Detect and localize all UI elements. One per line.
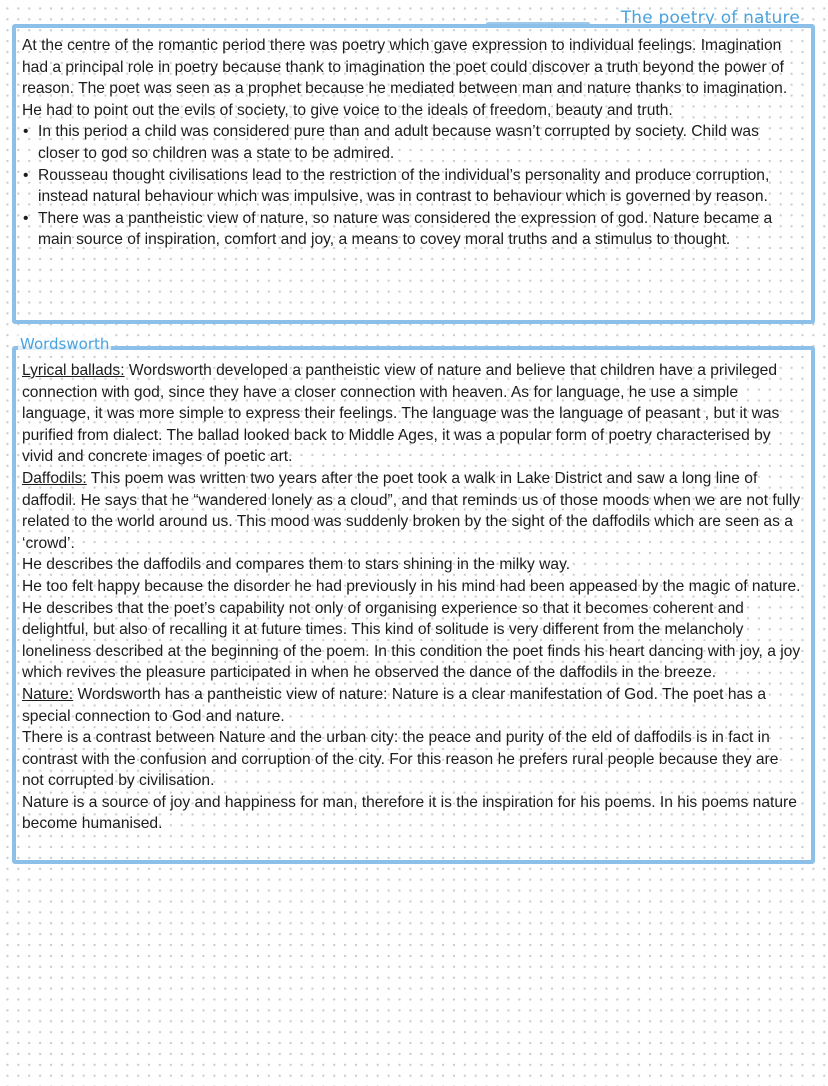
section-label-wordsworth: Wordsworth xyxy=(20,335,110,353)
bullet-item-pantheism: • There was a pantheistic view of nature, so nature was considered the expression of god. Nature became a main source of inspiration, comfort and joy, a means to covey moral truths and a stimulus to thought. xyxy=(22,208,803,251)
daffodils-heading: Daffodils: xyxy=(22,469,87,487)
daffodils-paragraph-2: He describes the daffodils and compares them to stars shining in the milky way. xyxy=(22,556,571,574)
bullet-list xyxy=(22,121,803,251)
bullet-item-child: • In this period a child was considered pure than and adult because wasn’t corrupted by society. Child was closer to god so children was a state to be admired. xyxy=(22,121,803,164)
intro-paragraph: At the centre of the romantic period there was poetry which gave expression to individual feelings. Imagination had a principal role in poetry because thank to imagination the poet could discover a truth beyond the power of reason. The poet was seen as a prophet because he mediated between man and nature thanks to imagination. He had to point out the evils of society, to give voice to the ideals of freedom, beauty and truth. xyxy=(22,37,788,119)
daffodils-paragraph-3: He too felt happy because the disorder he had previously in his mind had been appeased by the magic of nature. He describes that the poet’s capability not only of organising experience so that it becomes coherent and delightful, but also of recalling it at future times. This kind of solitude is very different from the melancholy loneliness described at the beginning of the poem. In this condition the poet finds his heart dancing with joy, a joy which revives the pleasure participated in when he observed the dance of the daffodils in the breeze. xyxy=(22,577,801,682)
section-wordsworth xyxy=(12,346,815,864)
nature-paragraph-3: Nature is a source of joy and happiness for man, therefore it is the inspiration for his poems. In his poems nature become humanised. xyxy=(22,793,797,833)
section2-content xyxy=(22,360,803,835)
daffodils-text: This poem was written two years after the poet took a walk in Lake District and saw a long line of daffodil. He says that he “wandered lonely as a cloud”, and that reminds us of those moods when we are not fully related to the world around us. This mood was suddenly broken by the sight of the daffodils which are seen as a ‘crowd’. xyxy=(22,469,801,552)
lyrical-ballads-paragraph xyxy=(22,360,803,468)
nature-heading: Nature: xyxy=(22,685,74,703)
section-poetry-of-nature xyxy=(12,24,815,324)
bullet-item-rousseau: • Rousseau thought civilisations lead to the restriction of the individual’s personality and produce corruption, instead natural behaviour which was impulsive, was in contrast to behaviour which is governed by reason. xyxy=(22,165,803,208)
nature-text: Wordsworth has a pantheistic view of nature: Nature is a clear manifestation of God. The poet has a special connection to God and nature. xyxy=(22,685,766,725)
lyrical-ballads-heading: Lyrical ballads: xyxy=(22,362,125,379)
lyrical-ballads-text: Wordsworth developed a pantheistic view of nature and believe that children have a privileged connection with god, since they have a closer connection with heaven. As for language, he use a simple language, it was more simple to express their feelings. The language was the language of peasant , but it was purified from dialect. The ballad looked back to Middle Ages, it was a popular form of poetry characterised by vivid and concrete images of poetic art. xyxy=(22,362,780,466)
daffodils-paragraph xyxy=(22,468,803,554)
nature-paragraph xyxy=(22,684,803,727)
page-title: The poetry of nature xyxy=(620,8,800,28)
section1-content xyxy=(22,35,803,251)
nature-paragraph-2: There is a contrast between Nature and the urban city: the peace and purity of the eld of daffodils is in fact in contrast with the confusion and corruption of the city. For this reason he prefers rural people because they are not corrupted by civilisation. xyxy=(22,729,779,790)
